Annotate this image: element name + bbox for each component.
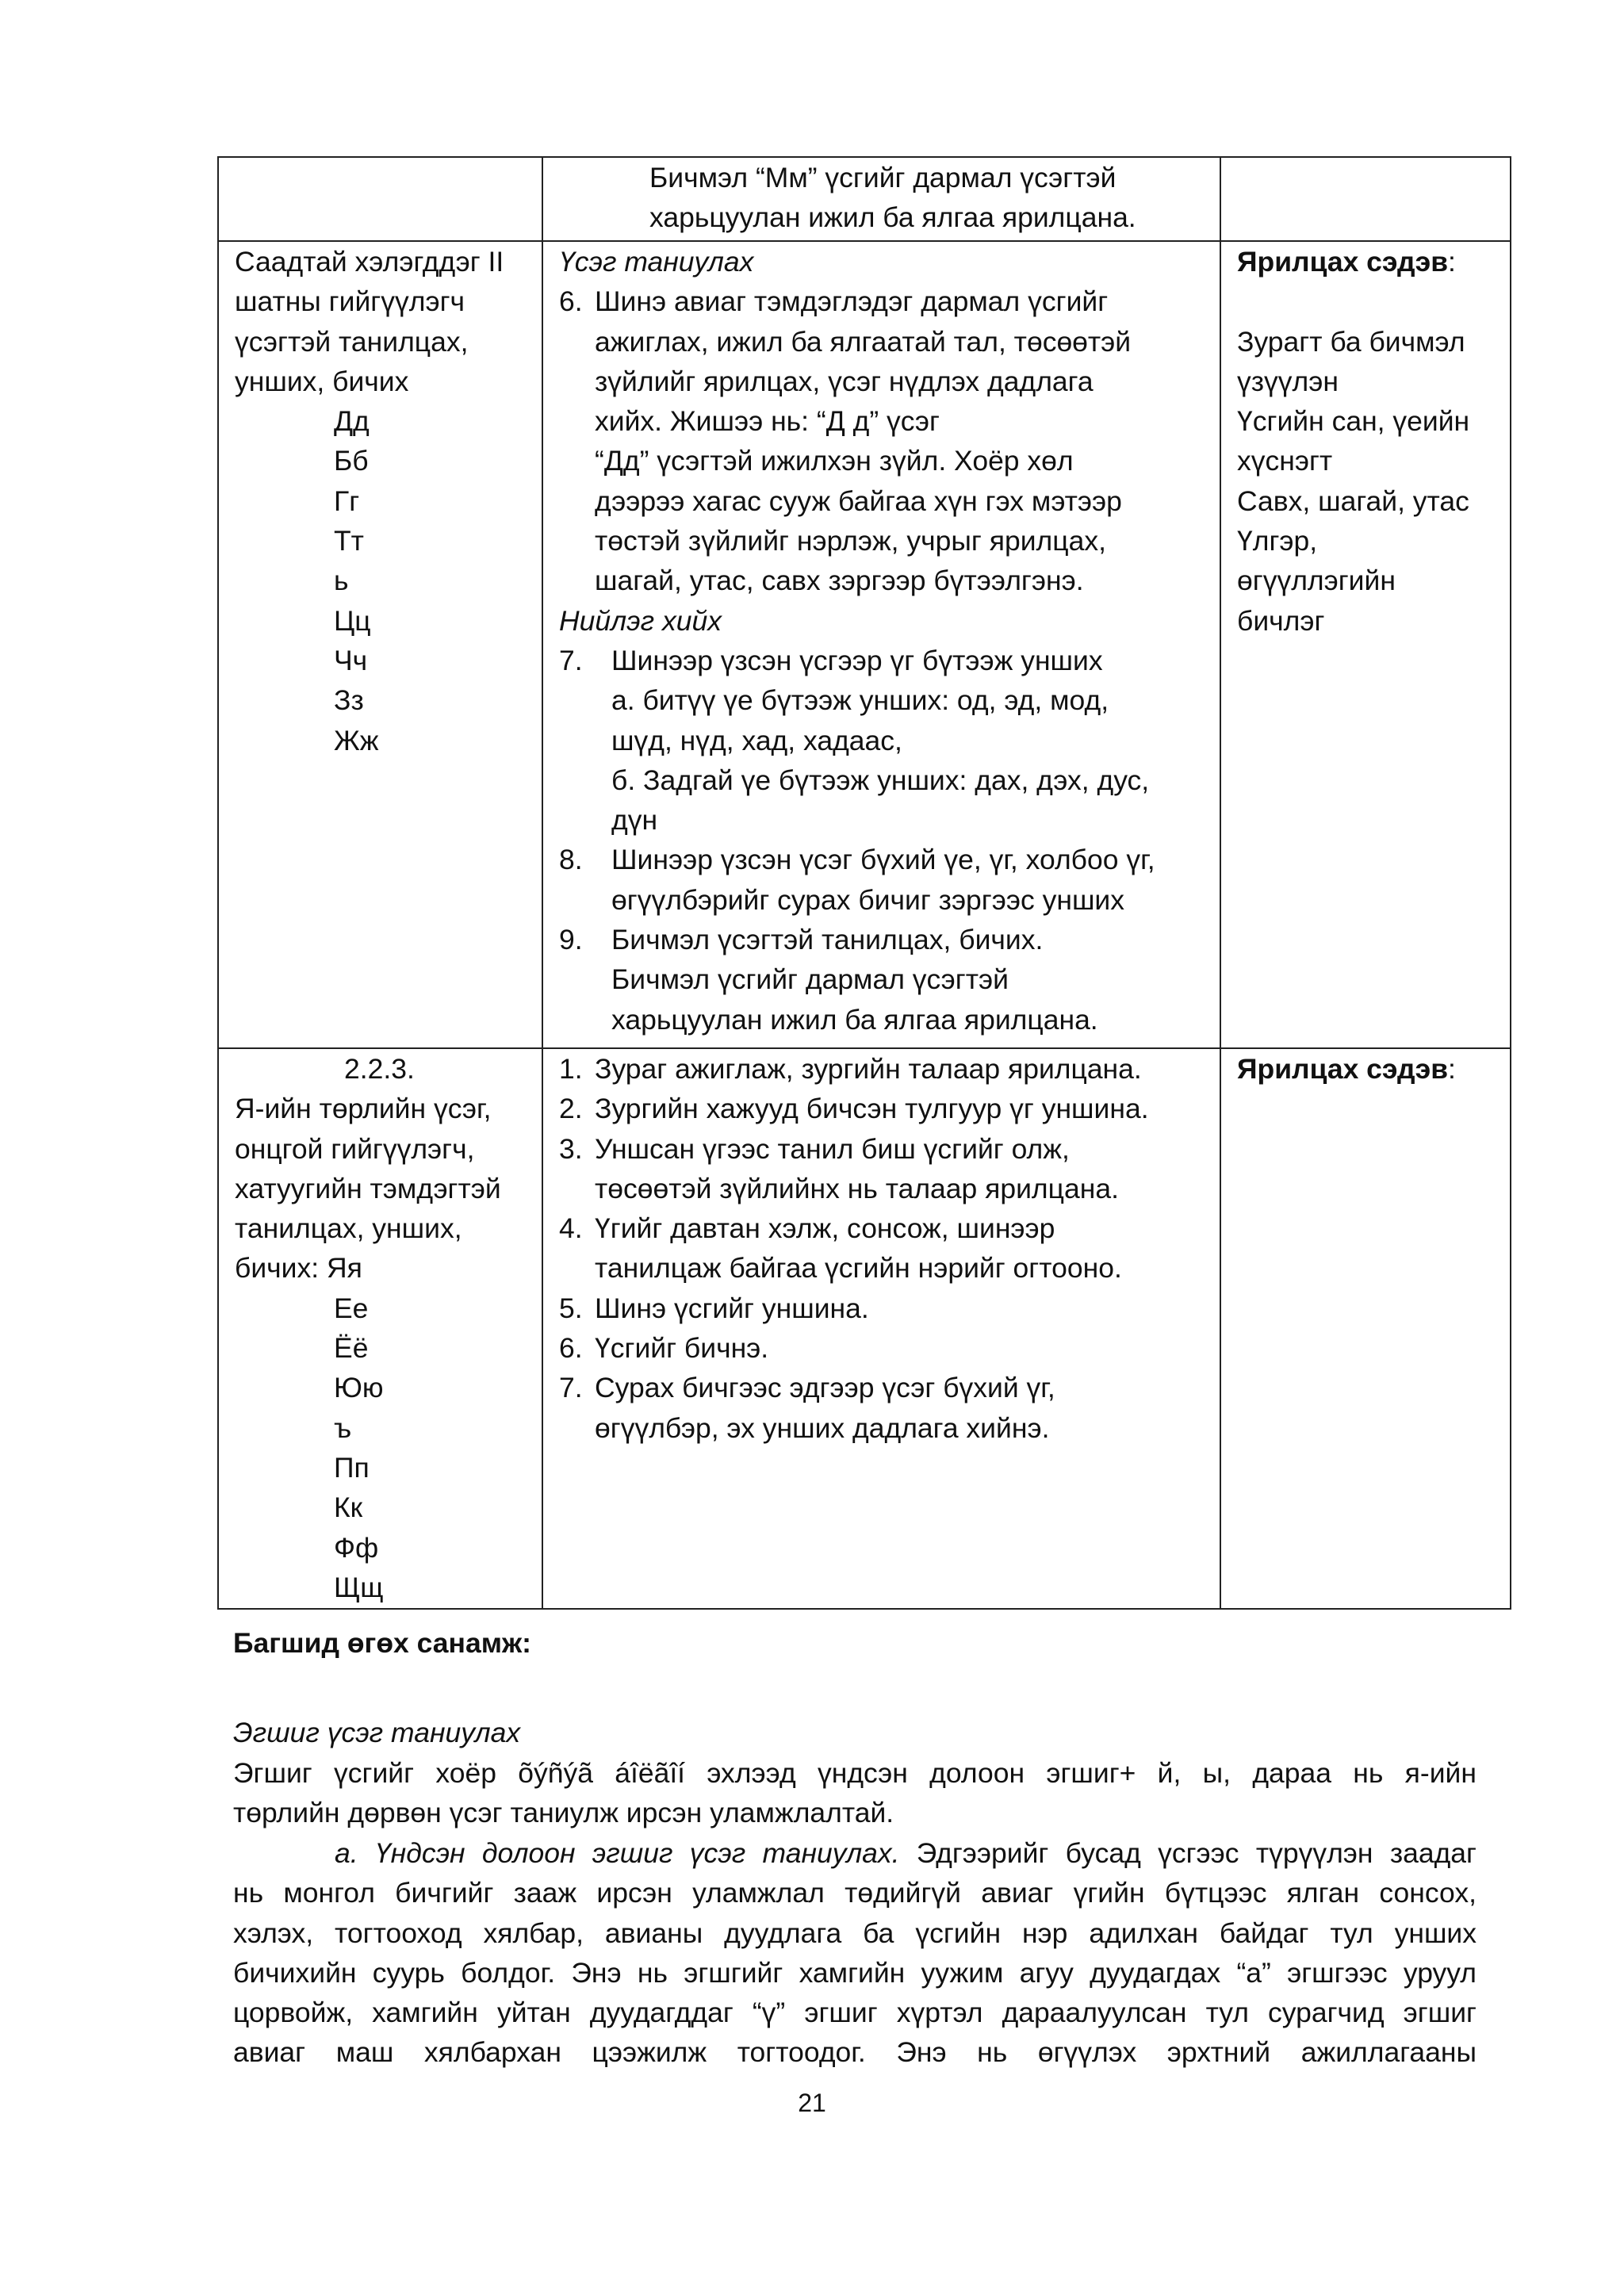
item-line: Зураг ажиглаж, зургийн талаар ярилцана.	[595, 1053, 1142, 1085]
topic-colon: :	[1448, 1053, 1456, 1085]
curriculum-table	[217, 156, 1511, 1610]
item-line: Сурах бичгээс эдгээр үсэг бүхий үг,	[595, 1372, 1055, 1404]
cell-line: харьцуулан ижил ба ялгаа ярилцана.	[649, 201, 1136, 234]
paragraph-line: төрлийн дөрвөн үсэг таниулж ирсэн уламжлалтай.	[233, 1797, 894, 1829]
list-item	[559, 641, 1212, 840]
paragraph	[233, 1753, 1477, 1833]
table-cell	[542, 1048, 1220, 1609]
topic-title-text: Ярилцах сэдэв	[1237, 1053, 1449, 1085]
cell-line: унших, бичих	[235, 365, 409, 397]
item-number: 1.	[559, 1053, 583, 1085]
table-cell	[1220, 1048, 1511, 1609]
list-item	[559, 1049, 1212, 1089]
item-number: 9.	[559, 924, 583, 956]
cell-line: шатны гийгүүлэгч	[235, 285, 465, 318]
letter-pair: Зз	[334, 684, 364, 717]
list-item	[559, 1368, 1212, 1448]
letter-pair: Бб	[334, 445, 369, 477]
paragraph-line: нь монгол бичгийг зааж ирсэн уламжлал төдийгүй авиаг үгийн бүтцээс ялган сонсох,	[233, 1877, 1477, 1909]
item-line: Шинээр үзсэн үсэг бүхий үе, үг, холбоо үг,	[611, 844, 1155, 876]
paragraph-line: цорвойж, хамгийн уйтан дуудагддаг “ү” эгшиг хүртэл дараалуулсан тул сурагчид эгшиг	[233, 1997, 1477, 2029]
item-line: өгүүлбэр, эх унших дадлага хийнэ.	[595, 1411, 1050, 1444]
table-cell	[1220, 241, 1511, 1048]
item-line: Зургийн хажууд бичсэн тулгуур үг уншина.	[595, 1093, 1149, 1125]
list-item	[559, 920, 1212, 1040]
item-number: 7.	[559, 1372, 583, 1404]
letter-pair: Гг	[334, 484, 360, 517]
letter-pair: Юю	[334, 1372, 384, 1404]
table-row	[218, 241, 1511, 1048]
item-line: Уншсан үгээс танил биш үсгийг олж,	[595, 1132, 1070, 1165]
cell-line: үзүүлэн	[1237, 365, 1339, 397]
item-number: 8.	[559, 844, 583, 876]
item-number: 5.	[559, 1292, 583, 1324]
list-item	[559, 1208, 1212, 1289]
table-cell	[218, 157, 542, 241]
letter-pair: Чч	[334, 644, 368, 676]
letter-pair: Дд	[334, 405, 370, 438]
item-line: “Дд” үсэгтэй ижилхэн зүйл. Хоёр хөл	[595, 445, 1074, 477]
letter-pair: Фф	[334, 1531, 379, 1564]
letter-pair: ъ	[334, 1411, 352, 1444]
list-item	[559, 1289, 1212, 1328]
item-line: шүд, нүд, хад, хадаас,	[611, 724, 902, 756]
cell-line: онцгой гийгүүлэгч,	[235, 1132, 475, 1165]
item-line: б. Задгай үе бүтээж унших: дах, дэх, дус,	[611, 764, 1150, 796]
item-line: ажиглах, ижил ба ялгаатай тал, төсөөтэй	[595, 325, 1132, 358]
item-line: дүн	[611, 804, 658, 837]
notes-title: Багшид өгөх санамж:	[233, 1627, 531, 1659]
letter-pair: ь	[334, 565, 349, 597]
table-cell	[1220, 157, 1511, 241]
paragraph	[233, 1833, 1477, 2073]
item-line: Бичмэл үсгийг дармал үсэгтэй	[611, 963, 1009, 996]
item-number: 7.	[559, 644, 583, 676]
notes-subtitle: Эгшиг үсэг таниулах	[233, 1717, 521, 1748]
item-number: 3.	[559, 1132, 583, 1165]
page-number: 21	[798, 2089, 826, 2117]
table-cell	[542, 157, 1220, 241]
cell-line: Зурагт ба бичмэл	[1237, 325, 1465, 358]
list-item	[559, 1089, 1212, 1128]
item-line: Бичмэл үсэгтэй танилцах, бичих.	[611, 924, 1044, 956]
cell-line: хатуугийн тэмдэгтэй	[235, 1172, 501, 1204]
cell-line: Я-ийн төрлийн үсэг,	[235, 1093, 492, 1125]
item-line: а. битүү үе бүтээж унших: од, эд, мод,	[611, 684, 1109, 717]
item-line: шагай, утас, савх зэргээр бүтээлгэнэ.	[595, 565, 1084, 597]
item-line: хийх. Жишээ нь: “Д д” үсэг	[595, 405, 940, 438]
item-line: төсөөтэй зүйлийнх нь талаар ярилцана.	[595, 1172, 1119, 1204]
paragraph-line: хэлэх, тогтооход хялбар, авианы дуудлага ба үсгийн нэр адилхан байдаг тул унших	[233, 1916, 1477, 1949]
list-item	[559, 1328, 1212, 1368]
item-line: Шинэ авиаг тэмдэглэдэг дармал үсгийг	[595, 285, 1109, 318]
item-number: 4.	[559, 1212, 583, 1245]
topic-title-text: Ярилцах сэдэв	[1237, 246, 1449, 278]
table-cell	[218, 241, 542, 1048]
letter-pair: Тт	[334, 525, 364, 557]
paragraph-lead: а. Үндсэн долоон эгшиг үсэг таниулах.	[335, 1837, 900, 1869]
table-cell	[542, 241, 1220, 1048]
list-item	[559, 1129, 1212, 1209]
letter-pair: Кк	[334, 1491, 363, 1524]
letter-pair: Жж	[334, 724, 379, 756]
blank-line	[1237, 281, 1502, 321]
item-number: 6.	[559, 1332, 583, 1365]
cell-line: өгүүллэгийн	[1237, 565, 1396, 597]
list-item	[559, 840, 1212, 920]
section-heading: Үсэг таниулах	[559, 246, 754, 278]
section-code: 2.2.3.	[344, 1053, 415, 1085]
letter-pair: Ёё	[334, 1332, 369, 1365]
cell-line: Савх, шагай, утас	[1237, 484, 1469, 517]
item-line: Шинэ үсгийг уншина.	[595, 1292, 869, 1324]
item-number: 6.	[559, 285, 583, 318]
cell-line: хүснэгт	[1237, 445, 1333, 477]
item-line: харьцуулан ижил ба ялгаа ярилцана.	[611, 1003, 1098, 1036]
section-heading: Нийлэг хийх	[559, 604, 722, 637]
item-line: өгүүлбэрийг сурах бичиг зэргээс унших	[611, 883, 1125, 916]
paragraph-line	[233, 1833, 1477, 1873]
item-line: зүйлийг ярилцах, үсэг нүдлэх дадлага	[595, 365, 1094, 397]
cell-line: Бичмэл “Мм” үсгийг дармал үсэгтэй	[649, 162, 1116, 193]
topic-title	[1237, 242, 1502, 281]
item-line: Үгийг давтан хэлж, сонсож, шинээр	[595, 1212, 1055, 1245]
item-line: төстэй зүйлийг нэрлэж, учрыг ярилцах,	[595, 525, 1106, 557]
letter-pair: Цц	[334, 604, 371, 637]
paragraph-line: бичихийн суурь болдог. Энэ нь эгшгийг хамгийн уужим агуу дуудагдах “а” эгшгээс уруул	[233, 1956, 1477, 1989]
item-line: танилцаж байгаа үсгийн нэрийг огтооно.	[595, 1252, 1122, 1285]
list-item	[559, 281, 1212, 600]
cell-line: Үсгийн сан, үеийн	[1237, 405, 1470, 438]
cell-line: танилцах, унших,	[235, 1212, 462, 1245]
paragraph-text: Эдгээрийг бусад үсгээс түрүүлэн заадаг	[899, 1837, 1477, 1869]
cell-line: үсэгтэй танилцах,	[235, 325, 469, 358]
cell-line: Саадтай хэлэгддэг II	[235, 246, 504, 278]
paragraph-line: авиаг маш хялбархан цээжилж тогтоодог. Энэ нь өгүүлэх эрхтний ажиллагааны	[233, 2036, 1477, 2069]
cell-line: Үлгэр,	[1237, 525, 1318, 557]
item-line: Үсгийг бичнэ.	[595, 1332, 769, 1365]
paragraph-line: Эгшиг үсгийг хоёр õýñýã áîëãîí эхлээд үндсэн долоон эгшиг+ й, ы, дараа нь я-ийн	[233, 1757, 1477, 1789]
item-line: Шинээр үзсэн үсгээр үг бүтээж унших	[611, 644, 1103, 676]
cell-line: бичлэг	[1237, 604, 1325, 637]
cell-line: бичих: Яя	[235, 1252, 362, 1285]
item-number: 2.	[559, 1093, 583, 1125]
table-cell	[218, 1048, 542, 1609]
letter-pair: Щщ	[334, 1571, 384, 1603]
letter-pair: Пп	[334, 1451, 370, 1484]
letter-pair: Ее	[334, 1292, 369, 1324]
table-row	[218, 1048, 1511, 1609]
topic-title	[1237, 1049, 1502, 1089]
topic-colon: :	[1448, 246, 1456, 278]
item-line: дээрээ хагас сууж байгаа хүн гэх мэтээр	[595, 484, 1122, 517]
table-row	[218, 157, 1511, 241]
